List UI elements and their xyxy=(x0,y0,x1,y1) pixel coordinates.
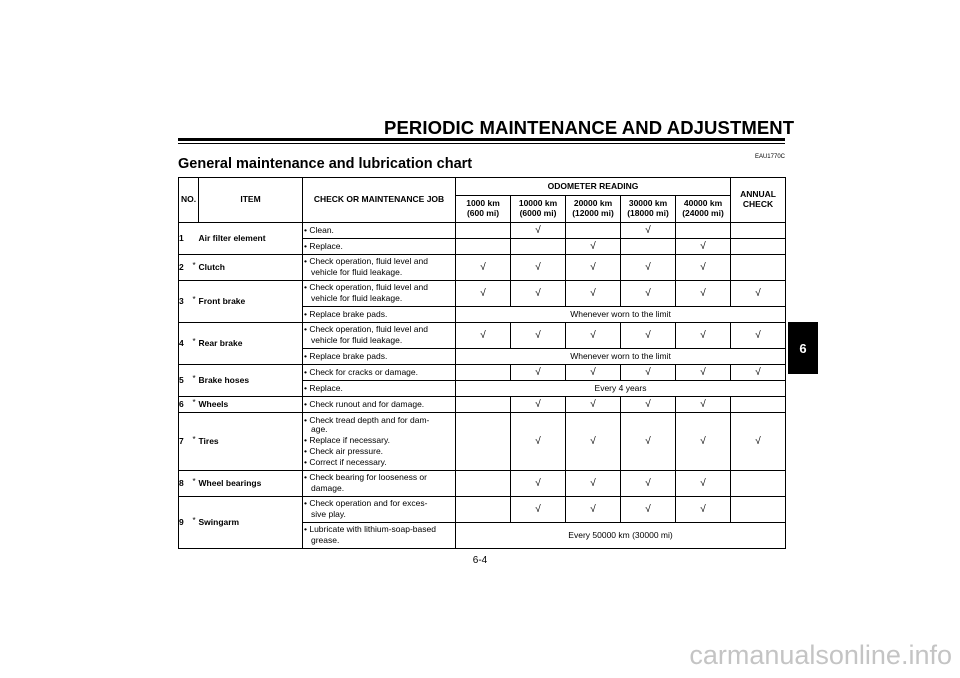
section-heading: General maintenance and lubrication chart xyxy=(178,156,473,172)
row-item: * Wheel bearings xyxy=(199,471,303,497)
row-job: • Check for cracks or damage. xyxy=(303,365,456,381)
header-col-1: 1000 km (600 mi) xyxy=(456,196,511,223)
header-no: NO. xyxy=(179,178,199,223)
header-job: CHECK OR MAINTENANCE JOB xyxy=(303,178,456,223)
row-item: * Tires xyxy=(199,413,303,471)
header-item: ITEM xyxy=(199,178,303,223)
row-number: 4 xyxy=(179,323,199,365)
row-job: • Replace. xyxy=(303,381,456,397)
table-row: • Replace. √ √ xyxy=(179,239,786,255)
row-job: • Clean. xyxy=(303,223,456,239)
row-number: 5 xyxy=(179,365,199,397)
row-job: • Check operation, fluid level and vehicle for fluid leakage. xyxy=(303,255,456,281)
watermark: carmanualsonline.info xyxy=(689,640,952,670)
row-item: * Clutch xyxy=(199,255,303,281)
row-job: • Replace brake pads. xyxy=(303,349,456,365)
row-job: • Replace. xyxy=(303,239,456,255)
row-interval-note: Every 4 years xyxy=(456,381,786,397)
header-col-4: 30000 km (18000 mi) xyxy=(621,196,676,223)
row-item: * Brake hoses xyxy=(199,365,303,397)
row-number: 1 xyxy=(179,223,199,255)
row-number: 2 xyxy=(179,255,199,281)
maintenance-chart-table xyxy=(178,177,786,549)
row-item: * Front brake xyxy=(199,281,303,323)
row-job: • Check runout and for damage. xyxy=(303,397,456,413)
title-rule xyxy=(178,138,785,141)
header-odometer: ODOMETER READING xyxy=(456,178,731,196)
table-row: 5 * Brake hoses • Check for cracks or damage. √ √ √ √ √ xyxy=(179,365,786,381)
table-row: 4 * Rear brake • Check operation, fluid level and vehicle for fluid leakage. √ √ √ √ √ √ xyxy=(179,323,786,349)
row-item: * Rear brake xyxy=(199,323,303,365)
row-number: 3 xyxy=(179,281,199,323)
row-interval-note: Whenever worn to the limit xyxy=(456,307,786,323)
row-number: 7 xyxy=(179,413,199,471)
row-job: • Check bearing for looseness or damage. xyxy=(303,471,456,497)
header-annual: ANNUAL CHECK xyxy=(731,178,786,223)
title-rule-thin xyxy=(178,143,785,144)
table-row: 2 * Clutch • Check operation, fluid level and vehicle for fluid leakage. √ √ √ √ √ xyxy=(179,255,786,281)
row-number: 9 xyxy=(179,497,199,549)
row-item: Air filter element xyxy=(199,223,303,255)
page-number: 6-4 xyxy=(472,555,488,566)
header-col-2: 10000 km (6000 mi) xyxy=(511,196,566,223)
row-item: * Swingarm xyxy=(199,497,303,549)
table-row: 9 * Swingarm • Check operation and for exces- sive play. √ √ √ √ xyxy=(179,497,786,523)
row-job: • Replace brake pads. xyxy=(303,307,456,323)
row-job: • Check operation, fluid level and vehicle for fluid leakage. xyxy=(303,281,456,307)
table-row: 1 Air filter element • Clean. √ √ xyxy=(179,223,786,239)
row-job: • Lubricate with lithium-soap-based grease. xyxy=(303,523,456,549)
row-interval-note: Every 50000 km (30000 mi) xyxy=(456,523,786,549)
row-job: • Check operation, fluid level and vehicle for fluid leakage. xyxy=(303,323,456,349)
header-col-3: 20000 km (12000 mi) xyxy=(566,196,621,223)
page-title: PERIODIC MAINTENANCE AND ADJUSTMENT xyxy=(384,117,795,138)
row-item: * Wheels xyxy=(199,397,303,413)
row-job: • Check tread depth and for dam- age. • Replace if necessary. • Check air pressure. • Correct if necessary. xyxy=(303,413,456,471)
row-job: • Check operation and for exces- sive play. xyxy=(303,497,456,523)
table-row: 7 * Tires • Check tread depth and for dam- age. • Replace if necessary. • Check air pressure. • Correct if necessary. √ √ √ √ √ xyxy=(179,413,786,471)
chapter-tab: 6 xyxy=(788,322,818,374)
table-row: 8 * Wheel bearings • Check bearing for looseness or damage. √ √ √ √ xyxy=(179,471,786,497)
table-row: 3 * Front brake • Check operation, fluid level and vehicle for fluid leakage. √ √ √ √ √ √ xyxy=(179,281,786,307)
table-row: 6 * Wheels • Check runout and for damage. √ √ √ √ xyxy=(179,397,786,413)
row-number: 6 xyxy=(179,397,199,413)
doc-code: EAU1770C xyxy=(754,154,785,160)
header-col-5: 40000 km (24000 mi) xyxy=(676,196,731,223)
row-number: 8 xyxy=(179,471,199,497)
row-interval-note: Whenever worn to the limit xyxy=(456,349,786,365)
